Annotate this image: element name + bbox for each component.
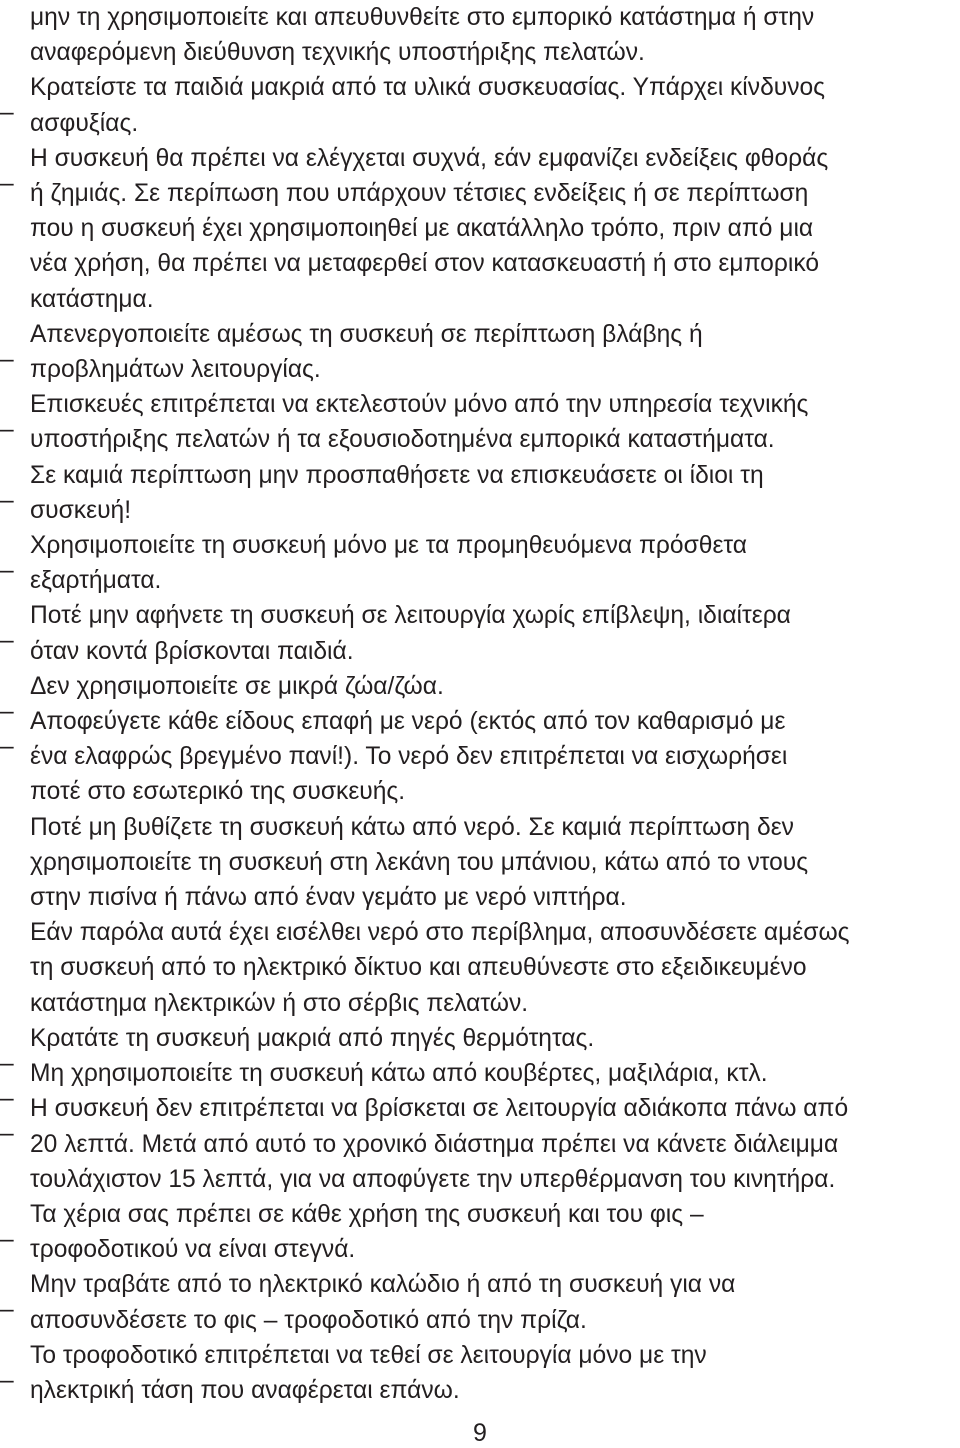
instruction-line: προβλημάτων λειτουργίας. <box>30 356 321 384</box>
dash-bullet: – <box>0 1120 14 1148</box>
instruction-item <box>0 1091 955 1197</box>
dash-bullet: – <box>0 1049 14 1077</box>
instruction-line: ασφυξίας. <box>30 109 139 137</box>
instruction-line: ποτέ στο εσωτερικό της συσκευής. <box>30 778 406 806</box>
instruction-line: μην τη χρησιμοποιείτε και απευθυνθείτε στο εμπορικό κατάστημα ή στην <box>30 4 815 31</box>
instruction-line: – Σε καμιά περίπτωση μην προσπαθήσετε να επισκευάσετε οι ίδιοι τη <box>30 458 955 493</box>
instruction-item <box>0 704 955 1021</box>
instruction-line: ή ζημιάς. Σε περίπωση που υπάρχουν τέτσιες ενδείξεις ή σε περίπτωση <box>30 180 809 208</box>
dash-bullet: – <box>0 697 14 725</box>
instruction-item <box>0 458 955 528</box>
instruction-item <box>0 1021 955 1077</box>
instruction-line: αποσυνδέσετε το φις – τροφοδοτικό από την πρίζα. <box>30 1306 587 1334</box>
dash-bullet: – <box>0 416 14 444</box>
instruction-line: – Κρατάτε τη συσκευή μακριά από πηγές θερμότητας. <box>30 1021 955 1056</box>
dash-bullet: – <box>0 486 14 514</box>
dash-bullet: – <box>0 1296 14 1324</box>
instruction-line: – Η συσκευή δεν επιτρέπεται να βρίσκεται σε λειτουργία αδιάκοπα πάνω από <box>30 1091 955 1126</box>
instruction-line: τουλάχιστον 15 λεπτά, για να αποφύγετε την υπερθέρμανση του κινητήρα. <box>30 1165 836 1193</box>
dash-bullet: – <box>0 557 14 585</box>
instruction-item <box>0 669 955 725</box>
instruction-line: εξαρτήματα. <box>30 567 162 595</box>
instruction-line: που η συσκευή έχει χρησιμοποιηθεί με ακατάλληλο τρόπο, πριν από μια <box>30 215 814 243</box>
instruction-line: ένα ελαφρώς βρεγμένο πανί!). Το νερό δεν επιτρέπεται να εισχωρήσει <box>30 743 788 771</box>
instruction-item <box>0 70 955 140</box>
instruction-item <box>0 1267 955 1337</box>
instruction-line: – Δεν χρησιμοποιείτε σε μικρά ζώα/ζώα. <box>30 669 955 704</box>
instruction-item <box>0 598 955 668</box>
instruction-item <box>0 141 955 317</box>
instruction-line: τη συσκευή από το ηλεκτρικό δίκτυο και απευθύνεστε στο εξειδικευμένο <box>30 954 807 982</box>
instruction-line: όταν κοντά βρίσκονται παιδιά. <box>30 637 354 665</box>
instruction-line: νέα χρήση, θα πρέπει να μεταφερθεί στον κατασκευαστή ή στο εμπορικό <box>30 250 819 278</box>
instruction-line: υποστήριξης πελατών ή τα εξουσιοδοτημένα εμπορικά καταστήματα. <box>30 426 775 454</box>
dash-bullet: – <box>0 627 14 655</box>
instruction-line: – Ποτέ μην αφήνετε τη συσκευή σε λειτουργία χωρίς επίβλεψη, ιδιαίτερα <box>30 598 955 633</box>
instruction-line: ηλεκτρική τάση που αναφέρεται επάνω. <box>30 1376 460 1404</box>
instruction-line: Εάν παρόλα αυτά έχει εισέλθει νερό στο περίβλημα, αποσυνδέσετε αμέσως <box>30 919 850 947</box>
dash-bullet: – <box>0 345 14 373</box>
instruction-item <box>0 1056 955 1113</box>
instruction-line: τροφοδοτικού να είναι στεγνά. <box>30 1236 356 1264</box>
dash-bullet: – <box>0 733 14 761</box>
instruction-line: – Απενεργοποιείτε αμέσως τη συσκευή σε περίπτωση βλάβης ή <box>30 317 955 352</box>
instruction-line: συσκευή! <box>30 496 132 524</box>
instruction-line: κατάστημα. <box>30 285 154 313</box>
instruction-line: – Τα χέρια σας πρέπει σε κάθε χρήση της συσκευή και του φις – <box>30 1197 955 1232</box>
instruction-line: κατάστημα ηλεκτρικών ή στο σέρβις πελατών. <box>30 989 529 1017</box>
instruction-item <box>0 1197 955 1267</box>
instruction-line: – Αποφεύγετε κάθε είδους επαφή με νερό (εκτός από τον καθαρισμό με <box>30 704 955 739</box>
instruction-line: – Μην τραβάτε από το ηλεκτρικό καλώδιο ή από τη συσκευή για να <box>30 1267 955 1302</box>
instruction-line: Ποτέ μη βυθίζετε τη συσκευή κάτω από νερό. Σε καμιά περίπτωση δεν <box>30 813 794 841</box>
dash-bullet: – <box>0 99 14 127</box>
instruction-line: – Επισκευές επιτρέπεται να εκτελεστούν μόνο από την υπηρεσία τεχνικής <box>30 387 955 422</box>
instruction-item <box>0 317 955 387</box>
dash-bullet: – <box>0 169 14 197</box>
instruction-line: – Μη χρησιμοποιείτε τη συσκευή κάτω από κουβέρτες, μαξιλάρια, κτλ. <box>30 1056 955 1091</box>
instruction-line: στην πισίνα ή πάνω από έναν γεμάτο με νερό νιπτήρα. <box>30 884 627 912</box>
dash-bullet: – <box>0 1366 14 1394</box>
instruction-line: 20 λεπτά. Μετά από αυτό το χρονικό διάστημα πρέπει να κάνετε διάλειμμα <box>30 1130 839 1158</box>
dash-bullet: – <box>0 1225 14 1253</box>
instruction-line: – Η συσκευή θα πρέπει να ελέγχεται συχνά, εάν εμφανίζει ενδείξεις φθοράς <box>30 141 955 176</box>
instruction-line: – Κρατείστε τα παιδιά μακριά από τα υλικά συσκευασίας. Υπάρχει κίνδυνος <box>30 70 955 105</box>
instruction-line: χρησιμοποιείτε τη συσκευή στη λεκάνη του μπάνιου, κάτω από το ντους <box>30 848 809 876</box>
instruction-item <box>0 387 955 457</box>
instruction-line: – Το τροφοδοτικό επιτρέπεται να τεθεί σε λειτουργία μόνο με την <box>30 1338 955 1373</box>
instruction-item <box>30 0 955 70</box>
instruction-line: – Χρησιμοποιείτε τη συσκευή μόνο με τα προμηθευόμενα πρόσθετα <box>30 528 955 563</box>
instruction-item <box>0 1338 955 1408</box>
page-number: 9 <box>473 1419 487 1447</box>
instruction-line: αναφερόμενη διεύθυνση τεχνικής υποστήριξης πελατών. <box>30 39 645 67</box>
instruction-item <box>0 528 955 598</box>
dash-bullet: – <box>0 1085 14 1113</box>
